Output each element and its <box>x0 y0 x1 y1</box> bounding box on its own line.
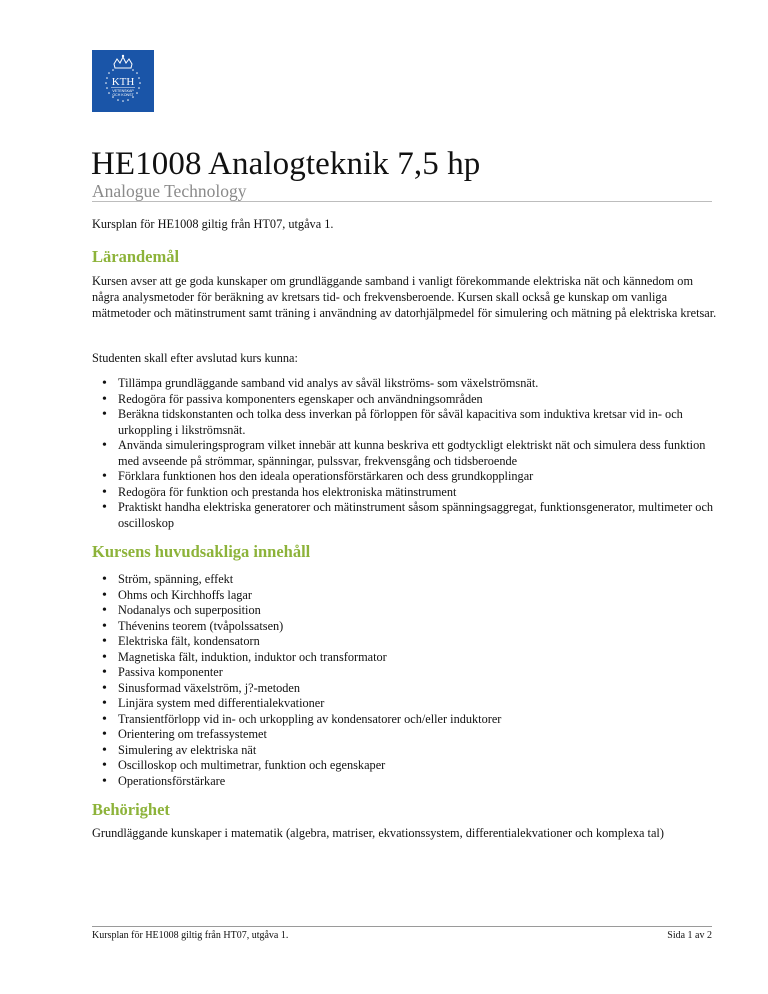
list-item: • Magnetiska fält, induktion, induktor och transformator <box>92 650 717 666</box>
list-item: • Passiva komponenter <box>92 665 717 681</box>
list-item: • Praktiskt handha elektriska generatorer och mätinstrument såsom spänningsaggregat, funktionsgenerator, multimeter och oscilloskop <box>92 500 717 531</box>
list-item: • Simulering av elektriska nät <box>92 743 717 759</box>
list-item: • Förklara funktionen hos den ideala operationsförstärkaren och dess grundkopplingar <box>92 469 717 485</box>
list-item: • Redogöra för passiva komponenters egenskaper och användningsområden <box>92 392 717 408</box>
list-item: • Operationsförstärkare <box>92 774 717 790</box>
kth-crown-icon <box>92 50 154 112</box>
larandemal-lead: Studenten skall efter avslutad kurs kunna: <box>92 351 298 365</box>
list-item: • Orientering om trefassystemet <box>92 727 717 743</box>
list-item: • Linjära system med differentialekvationer <box>92 696 717 712</box>
list-item: • Ohms och Kirchhoffs lagar <box>92 588 717 604</box>
list-item: • Beräkna tidskonstanten och tolka dess inverkan på förloppen för såväl kapacitiva som induktiva kretsar vid in- och urkoppling i likströmsnät. <box>92 407 717 438</box>
list-item: • Tillämpa grundläggande samband vid analys av såväl likströms- som växelströmsnät. <box>92 376 717 392</box>
behorighet-paragraph: Grundläggande kunskaper i matematik (algebra, matriser, ekvationssystem, differentialekvationer och komplexa tal) <box>92 826 664 840</box>
list-item: • Transientförlopp vid in- och urkoppling av kondensatorer och/eller induktorer <box>92 712 717 728</box>
heading-behorighet: Behörighet <box>92 800 170 819</box>
course-title: HE1008 Analogteknik 7,5 hp <box>91 146 481 182</box>
list-item: • Nodanalys och superposition <box>92 603 717 619</box>
list-item: • Ström, spänning, effekt <box>92 572 717 588</box>
larandemal-list <box>92 376 717 531</box>
list-item: • Redogöra för funktion och prestanda hos elektroniska mätinstrument <box>92 485 717 501</box>
page-number: Sida 1 av 2 <box>667 930 712 941</box>
svg-text:KTH: KTH <box>111 76 135 88</box>
list-item: • Elektriska fält, kondensatorn <box>92 634 717 650</box>
heading-larandemal: Lärandemål <box>92 247 180 266</box>
footer-divider <box>92 926 712 927</box>
larandemal-paragraph: Kursen avser att ge goda kunskaper om grundläggande samband i vanligt förekommande elektriska nät och kännedom om några analysmetoder för beräkning av kretsars tid- och frekvensberoende. Kursen skall också ge kunskap om vanliga mätmetoder och mätinstrument samt träning i användning av datorhjälpmedel för simulering och mätning på elektriska kretsar. <box>92 274 717 320</box>
list-item: • Oscilloskop och multimetrar, funktion och egenskaper <box>92 758 717 774</box>
heading-innehall: Kursens huvudsakliga innehåll <box>92 542 311 561</box>
innehall-list <box>92 572 717 789</box>
course-subtitle: Analogue Technology <box>92 181 247 201</box>
syllabus-intro: Kursplan för HE1008 giltig från HT07, utgåva 1. <box>92 217 334 231</box>
kth-logo <box>92 50 154 112</box>
list-item: • Sinusformad växelström, j?-metoden <box>92 681 717 697</box>
list-item: • Thévenins teorem (tvåpolssatsen) <box>92 619 717 635</box>
svg-text:OCH KONST: OCH KONST <box>112 93 134 97</box>
title-divider <box>92 201 712 202</box>
list-item: • Använda simuleringsprogram vilket innebär att kunna beskriva ett godtyckligt elektriskt nät och simulera dess funktion med avseende på strömmar, spänningar, pulssvar, frekvensgång och tidsberoende <box>92 438 717 469</box>
svg-text:VETENSKAP: VETENSKAP <box>112 89 134 93</box>
footer-left: Kursplan för HE1008 giltig från HT07, utgåva 1. <box>92 930 289 941</box>
